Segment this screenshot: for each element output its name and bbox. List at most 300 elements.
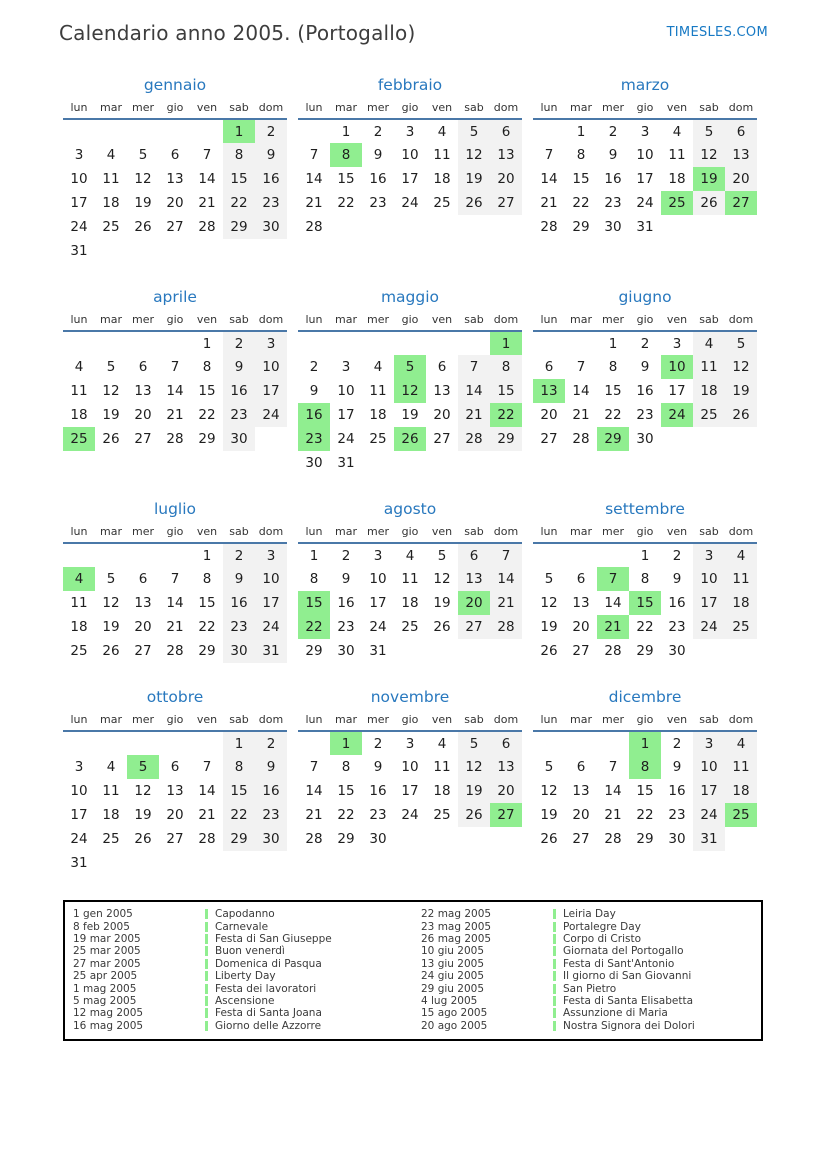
- day-cell: 8: [223, 755, 255, 779]
- day-cell: 30: [305, 455, 323, 471]
- day-cell: 15: [337, 171, 355, 187]
- empty-cell: [159, 543, 191, 567]
- day-cell: 20: [540, 407, 558, 423]
- legend-entry-date: 29 giu 2005: [421, 982, 484, 995]
- day-cell: 15: [223, 779, 255, 803]
- day-cell: 20: [134, 619, 152, 635]
- day-cell: 13: [166, 171, 184, 187]
- legend-entry-name: San Pietro: [563, 982, 617, 995]
- day-cell: 4: [725, 731, 757, 755]
- empty-cell: [159, 239, 191, 263]
- day-cell: 29: [636, 643, 654, 659]
- day-cell: 20: [490, 167, 522, 191]
- weekday-label: ven: [661, 713, 693, 731]
- empty-cell: [63, 543, 95, 567]
- weekday-label: mar: [565, 525, 597, 543]
- day-cell: 12: [540, 783, 558, 799]
- day-cell: 27: [458, 615, 490, 639]
- weekday-label: gio: [159, 313, 191, 331]
- month-title: settembre: [605, 500, 685, 518]
- day-cell: 26: [102, 431, 120, 447]
- week-row: [298, 403, 522, 427]
- legend-entry: [421, 1007, 761, 1019]
- week-row: [63, 143, 287, 167]
- empty-cell: [362, 331, 394, 355]
- legend-entry-date: 27 mar 2005: [73, 957, 141, 970]
- legend-entry-date: 25 mar 2005: [73, 945, 141, 958]
- empty-cell: [255, 427, 287, 451]
- day-cell: 17: [70, 807, 88, 823]
- day-cell: 4: [405, 547, 415, 564]
- day-cell: 6: [170, 147, 180, 163]
- legend-entry: [421, 908, 761, 920]
- month-title: ottobre: [146, 688, 204, 706]
- weekday-label: sab: [693, 313, 725, 331]
- day-cell: 7: [202, 147, 212, 163]
- month-title: dicembre: [608, 688, 682, 706]
- week-row: [63, 191, 287, 215]
- day-cell: 10: [255, 355, 287, 379]
- legend-entry-name: Festa dei lavoratori: [215, 982, 317, 995]
- holiday-color-bar: [205, 909, 208, 919]
- day-cell: 22: [337, 195, 355, 211]
- empty-cell: [661, 427, 693, 451]
- day-cell: 2: [608, 123, 618, 140]
- day-cell: 31: [369, 643, 387, 659]
- empty-cell: [127, 331, 159, 355]
- week-row: [298, 803, 522, 827]
- day-cell: 29: [572, 219, 590, 235]
- weekday-label: dom: [255, 713, 287, 731]
- month-table: [533, 313, 757, 451]
- day-cell: 2: [255, 119, 287, 143]
- weekday-label: mer: [597, 313, 629, 331]
- weekday-label: mer: [127, 525, 159, 543]
- day-cell: 18: [369, 407, 387, 423]
- month-title: novembre: [370, 688, 450, 706]
- day-cell: 12: [540, 595, 558, 611]
- week-row: [63, 167, 287, 191]
- day-cell: 19: [102, 407, 120, 423]
- day-cell: 17: [668, 383, 686, 399]
- week-row: [533, 215, 757, 239]
- month-title: aprile: [153, 288, 197, 306]
- empty-cell: [95, 119, 127, 143]
- day-cell: 28: [166, 431, 184, 447]
- week-row: [63, 615, 287, 639]
- month-title: luglio: [153, 500, 197, 518]
- day-cell: 8: [309, 571, 319, 587]
- day-cell: 18: [668, 171, 686, 187]
- weekday-label: mer: [597, 101, 629, 119]
- holiday-color-bar: [553, 959, 556, 969]
- day-cell: 12: [693, 143, 725, 167]
- day-cell: 23: [668, 619, 686, 635]
- weekday-label: sab: [458, 313, 490, 331]
- day-cell: 29: [198, 643, 216, 659]
- day-cell: 26: [540, 643, 558, 659]
- day-cell: 1: [202, 335, 212, 352]
- weekday-label: ven: [191, 525, 223, 543]
- day-cell: 8: [202, 359, 212, 375]
- week-row: [533, 615, 757, 639]
- weekday-label: mar: [565, 713, 597, 731]
- day-cell: 29: [636, 831, 654, 847]
- empty-cell: [159, 119, 191, 143]
- empty-cell: [95, 731, 127, 755]
- holiday-day-cell: 27: [725, 191, 757, 215]
- day-cell: 4: [437, 123, 447, 140]
- day-cell: 10: [70, 783, 88, 799]
- empty-cell: [255, 851, 287, 875]
- day-cell: 25: [102, 219, 120, 235]
- day-cell: 6: [490, 731, 522, 755]
- day-cell: 22: [604, 407, 622, 423]
- holiday-color-bar: [553, 971, 556, 981]
- day-cell: 11: [70, 595, 88, 611]
- weekday-header-row: [63, 101, 287, 119]
- day-cell: 25: [401, 619, 419, 635]
- day-cell: 30: [369, 831, 387, 847]
- day-cell: 9: [309, 383, 319, 399]
- empty-cell: [298, 331, 330, 355]
- day-cell: 1: [608, 335, 618, 352]
- day-cell: 24: [401, 195, 419, 211]
- weekday-label: mer: [597, 525, 629, 543]
- legend-entry: [73, 945, 413, 957]
- day-cell: 21: [604, 807, 622, 823]
- legend-entry: [421, 1020, 761, 1032]
- day-cell: 6: [458, 543, 490, 567]
- day-cell: 20: [433, 407, 451, 423]
- holiday-color-bar: [553, 1008, 556, 1018]
- day-cell: 14: [490, 567, 522, 591]
- day-cell: 11: [433, 759, 451, 775]
- weekday-label: mar: [95, 313, 127, 331]
- holiday-color-bar: [553, 984, 556, 994]
- empty-cell: [458, 451, 490, 475]
- legend-entry: [73, 933, 413, 945]
- day-cell: 28: [572, 431, 590, 447]
- day-cell: 10: [401, 759, 419, 775]
- day-cell: 3: [405, 735, 415, 752]
- day-cell: 2: [640, 335, 650, 352]
- weekday-header-row: [63, 313, 287, 331]
- weekday-label: ven: [426, 713, 458, 731]
- day-cell: 28: [198, 831, 216, 847]
- day-cell: 29: [305, 643, 323, 659]
- holiday-color-bar: [553, 909, 556, 919]
- day-cell: 19: [540, 619, 558, 635]
- holiday-day-cell: 1: [490, 331, 522, 355]
- legend-entry-date: 10 giu 2005: [421, 945, 484, 958]
- day-cell: 6: [576, 759, 586, 775]
- month-title: gennaio: [143, 76, 207, 94]
- day-cell: 11: [433, 147, 451, 163]
- legend-entry-name: Festa di San Giuseppe: [215, 932, 332, 945]
- day-cell: 23: [369, 195, 387, 211]
- holiday-day-cell: 25: [63, 427, 95, 451]
- day-cell: 13: [490, 755, 522, 779]
- day-cell: 18: [102, 195, 120, 211]
- day-cell: 13: [572, 595, 590, 611]
- weekday-label: sab: [693, 713, 725, 731]
- empty-cell: [533, 331, 565, 355]
- page-header: [0, 0, 827, 45]
- week-row: [63, 779, 287, 803]
- empty-cell: [490, 827, 522, 851]
- day-cell: 17: [401, 783, 419, 799]
- day-cell: 10: [70, 171, 88, 187]
- empty-cell: [394, 827, 426, 851]
- legend-entry-date: 20 ago 2005: [421, 1019, 488, 1032]
- day-cell: 28: [305, 219, 323, 235]
- day-cell: 6: [490, 119, 522, 143]
- legend-entry: [73, 982, 413, 994]
- day-cell: 26: [458, 803, 490, 827]
- day-cell: 12: [433, 571, 451, 587]
- day-cell: 16: [369, 171, 387, 187]
- month-novembre: [298, 688, 522, 875]
- week-row: [533, 355, 757, 379]
- day-cell: 25: [433, 807, 451, 823]
- day-cell: 13: [490, 143, 522, 167]
- week-row: [63, 239, 287, 263]
- empty-cell: [394, 639, 426, 663]
- weekday-label: gio: [394, 713, 426, 731]
- day-cell: 29: [223, 827, 255, 851]
- holiday-color-bar: [205, 1008, 208, 1018]
- day-cell: 13: [458, 567, 490, 591]
- day-cell: 23: [668, 807, 686, 823]
- legend-entry-date: 25 apr 2005: [73, 970, 138, 983]
- day-cell: 2: [223, 543, 255, 567]
- day-cell: 14: [458, 379, 490, 403]
- day-cell: 4: [725, 543, 757, 567]
- day-cell: 14: [198, 783, 216, 799]
- empty-cell: [127, 731, 159, 755]
- weekday-label: gio: [159, 713, 191, 731]
- week-row: [533, 119, 757, 143]
- month-title: marzo: [620, 76, 670, 94]
- weekday-label: gio: [394, 525, 426, 543]
- month-table: [298, 525, 522, 663]
- day-cell: 23: [604, 195, 622, 211]
- day-cell: 12: [134, 171, 152, 187]
- weekday-label: gio: [159, 101, 191, 119]
- legend-entry-name: Festa di Santa Elisabetta: [563, 994, 694, 1007]
- legend-entry-name: Festa di Sant'Antonio: [563, 957, 675, 970]
- week-row: [533, 167, 757, 191]
- empty-cell: [458, 639, 490, 663]
- month-table: [298, 101, 522, 239]
- empty-cell: [565, 731, 597, 755]
- empty-cell: [298, 731, 330, 755]
- week-row: [63, 827, 287, 851]
- month-days: [298, 731, 522, 851]
- week-row: [533, 403, 757, 427]
- legend-entry-date: 26 mag 2005: [421, 932, 492, 945]
- day-cell: 5: [725, 331, 757, 355]
- day-cell: 25: [369, 431, 387, 447]
- holiday-day-cell: 19: [693, 167, 725, 191]
- day-cell: 16: [636, 383, 654, 399]
- day-cell: 1: [202, 547, 212, 564]
- empty-cell: [426, 827, 458, 851]
- month-days: [298, 543, 522, 663]
- day-cell: 27: [134, 431, 152, 447]
- day-cell: 5: [437, 547, 447, 564]
- day-cell: 1: [341, 123, 351, 140]
- empty-cell: [330, 215, 362, 239]
- holiday-day-cell: 15: [629, 591, 661, 615]
- day-cell: 12: [102, 595, 120, 611]
- day-cell: 26: [433, 619, 451, 635]
- day-cell: 16: [604, 171, 622, 187]
- holiday-legend: [63, 900, 763, 1041]
- day-cell: 28: [604, 831, 622, 847]
- weekday-label: gio: [629, 101, 661, 119]
- legend-entry-name: Assunzione di Maria: [563, 1007, 668, 1020]
- day-cell: 2: [341, 547, 351, 564]
- day-cell: 30: [668, 831, 686, 847]
- holiday-day-cell: 5: [394, 355, 426, 379]
- day-cell: 17: [693, 779, 725, 803]
- day-cell: 10: [369, 571, 387, 587]
- legend-entry-name: Festa di Santa Joana: [215, 1007, 322, 1020]
- weekday-label: mar: [565, 313, 597, 331]
- legend-entry-name: Capodanno: [215, 908, 275, 921]
- day-cell: 14: [305, 783, 323, 799]
- holiday-day-cell: 29: [597, 427, 629, 451]
- day-cell: 9: [672, 571, 682, 587]
- day-cell: 9: [373, 147, 383, 163]
- weekday-label: mar: [95, 713, 127, 731]
- day-cell: 11: [668, 147, 686, 163]
- week-row: [533, 379, 757, 403]
- week-row: [298, 567, 522, 591]
- day-cell: 15: [198, 383, 216, 399]
- holiday-color-bar: [205, 984, 208, 994]
- day-cell: 15: [223, 167, 255, 191]
- day-cell: 17: [636, 171, 654, 187]
- weekday-header-row: [298, 525, 522, 543]
- empty-cell: [426, 331, 458, 355]
- day-cell: 1: [309, 547, 319, 564]
- day-cell: 7: [170, 571, 180, 587]
- weekday-label: gio: [629, 713, 661, 731]
- week-row: [533, 191, 757, 215]
- weekday-label: lun: [533, 101, 565, 119]
- week-row: [298, 215, 522, 239]
- empty-cell: [191, 731, 223, 755]
- day-cell: 15: [636, 783, 654, 799]
- week-row: [63, 331, 287, 355]
- weekday-label: sab: [458, 101, 490, 119]
- day-cell: 10: [636, 147, 654, 163]
- day-cell: 19: [725, 379, 757, 403]
- day-cell: 25: [725, 615, 757, 639]
- empty-cell: [191, 851, 223, 875]
- week-row: [298, 827, 522, 851]
- day-cell: 18: [433, 171, 451, 187]
- day-cell: 11: [725, 567, 757, 591]
- month-table: [63, 525, 287, 663]
- empty-cell: [63, 731, 95, 755]
- holiday-color-bar: [553, 946, 556, 956]
- legend-column: [65, 908, 413, 1032]
- legend-entry: [73, 908, 413, 920]
- day-cell: 28: [604, 643, 622, 659]
- day-cell: 2: [373, 123, 383, 140]
- weekday-label: ven: [661, 101, 693, 119]
- day-cell: 26: [725, 403, 757, 427]
- week-row: [298, 615, 522, 639]
- day-cell: 4: [437, 735, 447, 752]
- day-cell: 27: [134, 643, 152, 659]
- holiday-color-bar: [205, 1021, 208, 1031]
- holiday-day-cell: 1: [223, 119, 255, 143]
- day-cell: 13: [572, 783, 590, 799]
- weekday-label: ven: [426, 525, 458, 543]
- empty-cell: [255, 239, 287, 263]
- empty-cell: [533, 731, 565, 755]
- brand-link[interactable]: TIMESLES.COM: [666, 25, 768, 40]
- day-cell: 20: [572, 807, 590, 823]
- day-cell: 22: [636, 807, 654, 823]
- month-table: [63, 713, 287, 875]
- empty-cell: [597, 731, 629, 755]
- day-cell: 9: [640, 359, 650, 375]
- month-days: [63, 731, 287, 875]
- day-cell: 16: [223, 379, 255, 403]
- day-cell: 30: [668, 643, 686, 659]
- day-cell: 23: [636, 407, 654, 423]
- day-cell: 17: [255, 379, 287, 403]
- week-row: [298, 755, 522, 779]
- day-cell: 14: [198, 171, 216, 187]
- empty-cell: [223, 239, 255, 263]
- day-cell: 27: [490, 191, 522, 215]
- day-cell: 4: [672, 123, 682, 140]
- weekday-label: dom: [490, 713, 522, 731]
- legend-entry: [73, 958, 413, 970]
- day-cell: 8: [608, 359, 618, 375]
- day-cell: 13: [166, 783, 184, 799]
- day-cell: 17: [401, 171, 419, 187]
- day-cell: 4: [106, 147, 116, 163]
- day-cell: 18: [401, 595, 419, 611]
- day-cell: 4: [373, 359, 383, 375]
- week-row: [533, 639, 757, 663]
- month-aprile: [63, 288, 287, 475]
- legend-entry: [421, 945, 761, 957]
- day-cell: 14: [604, 783, 622, 799]
- empty-cell: [127, 119, 159, 143]
- legend-entry-date: 23 mag 2005: [421, 920, 492, 933]
- day-cell: 11: [102, 783, 120, 799]
- holiday-day-cell: 27: [490, 803, 522, 827]
- legend-entry-date: 13 giu 2005: [421, 957, 484, 970]
- holiday-day-cell: 1: [629, 731, 661, 755]
- day-cell: 17: [337, 407, 355, 423]
- day-cell: 17: [369, 595, 387, 611]
- legend-entry: [421, 933, 761, 945]
- day-cell: 24: [337, 431, 355, 447]
- empty-cell: [426, 215, 458, 239]
- day-cell: 14: [572, 383, 590, 399]
- empty-cell: [330, 331, 362, 355]
